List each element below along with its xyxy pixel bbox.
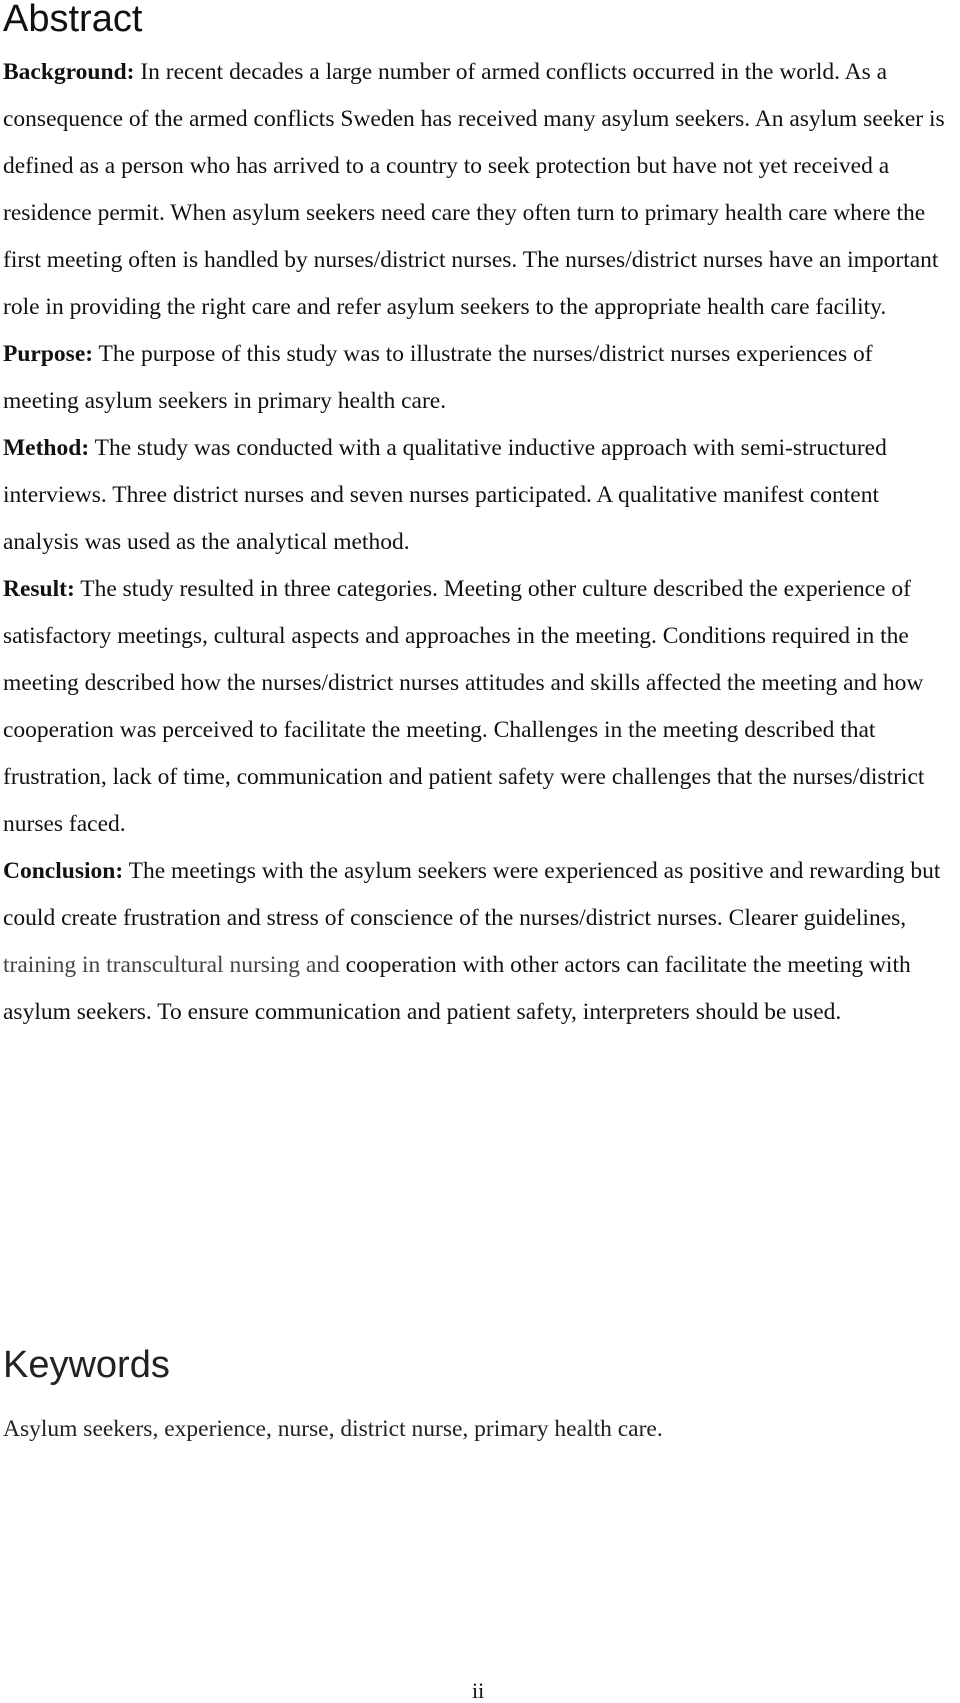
purpose-label: Purpose: — [3, 341, 94, 367]
conclusion-text-before: The meetings with the asylum seekers were experienced as positive and rewarding but could create frustration and stress of conscience of the nurses/district nurses. Clearer guidelines, — [3, 858, 941, 931]
purpose-paragraph — [3, 331, 953, 425]
background-paragraph — [3, 49, 953, 331]
keywords-text: Asylum seekers, experience, nurse, district nurse, primary health care. — [3, 1416, 663, 1442]
method-label: Method: — [3, 435, 90, 461]
background-label: Background: — [3, 59, 135, 85]
abstract-heading: Abstract — [3, 0, 143, 40]
purpose-text: The purpose of this study was to illustrate the nurses/district nurses experiences of meeting asylum seekers in primary health care. — [3, 341, 873, 414]
conclusion-label: Conclusion: — [3, 858, 124, 884]
conclusion-text-after: cooperation with other actors can facilitate the meeting with asylum seekers. To ensure communication and patient safety, interpreters should be used. — [3, 952, 911, 1025]
keywords-heading: Keywords — [3, 1344, 170, 1386]
result-label: Result: — [3, 576, 75, 602]
conclusion-text-highlight: training in transcultural nursing and — [3, 952, 340, 978]
page-number: ii — [472, 1678, 485, 1703]
background-text: In recent decades a large number of armed conflicts occurred in the world. As a consequence of the armed conflicts Sweden has received many asylum seekers. An asylum seeker is defined as a person who has arrived to a country to seek protection but have not yet received a residence permit. When asylum seekers need care they often turn to primary health care where the first meeting often is handled by nurses/district nurses. The nurses/district nurses have an important role in providing the right care and refer asylum seekers to the appropriate health care facility. — [3, 59, 945, 320]
method-paragraph — [3, 425, 953, 566]
result-paragraph — [3, 566, 953, 848]
conclusion-paragraph — [3, 848, 953, 1036]
method-text: The study was conducted with a qualitative inductive approach with semi-structured interviews. Three district nurses and seven nurses participated. A qualitative manifest content analysis was used as the analytical method. — [3, 435, 887, 555]
abstract-body — [3, 49, 953, 1036]
result-text: The study resulted in three categories. Meeting other culture described the experience of satisfactory meetings, cultural aspects and approaches in the meeting. Conditions required in the meeting described how the nurses/district nurses attitudes and skills affected the meeting and how cooperation was perceived to facilitate the meeting. Challenges in the meeting described that frustration, lack of time, communication and patient safety were challenges that the nurses/district nurses faced. — [3, 576, 925, 837]
